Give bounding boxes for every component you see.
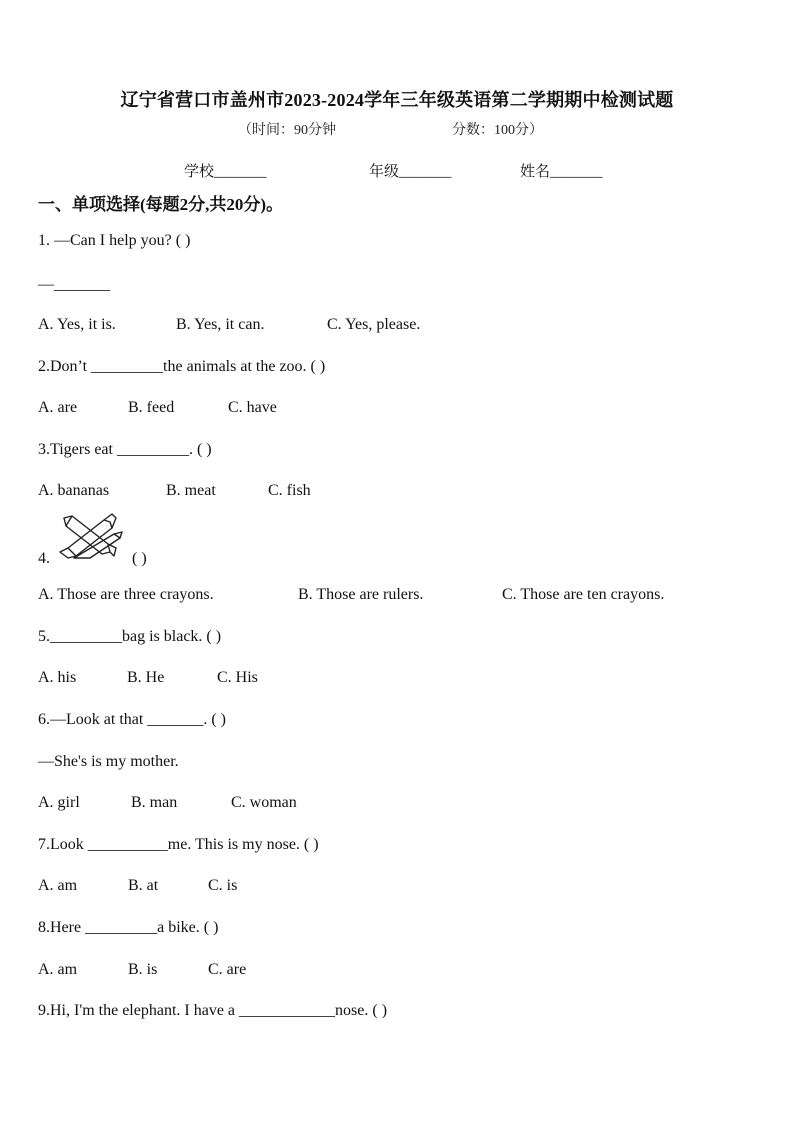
crayons-picture bbox=[54, 512, 124, 562]
q4-option-b[interactable]: B. Those are rulers. bbox=[298, 586, 424, 603]
q8-option-b[interactable]: B. is bbox=[128, 961, 158, 978]
exam-time: （时间：90分钟 bbox=[238, 123, 336, 138]
question-4-number: 4. bbox=[38, 550, 50, 567]
q5-option-a[interactable]: A. his bbox=[38, 669, 77, 686]
q4-option-a[interactable]: A. Those are three crayons. bbox=[38, 586, 214, 603]
q7-option-b[interactable]: B. at bbox=[128, 877, 159, 894]
q3-option-c[interactable]: C. fish bbox=[268, 482, 311, 499]
question-2: 2.Don’t _________the animals at the zoo. ( ) bbox=[38, 358, 326, 375]
q2-option-b[interactable]: B. feed bbox=[128, 399, 175, 416]
section-title: 一、单项选择(每题2分,共20分)。 bbox=[38, 195, 284, 214]
q6-option-b[interactable]: B. man bbox=[131, 794, 178, 811]
q7-option-c[interactable]: C. is bbox=[208, 877, 238, 894]
exam-score: 分数：100分） bbox=[452, 123, 543, 138]
q2-option-c[interactable]: C. have bbox=[228, 399, 277, 416]
question-1-answer-blank[interactable]: —_______ bbox=[38, 276, 110, 293]
name-field[interactable]: 姓名_______ bbox=[520, 164, 603, 180]
q7-option-a[interactable]: A. am bbox=[38, 877, 78, 894]
q5-option-b[interactable]: B. He bbox=[127, 669, 165, 686]
question-7: 7.Look __________me. This is my nose. ( ) bbox=[38, 836, 319, 853]
q5-option-c[interactable]: C. His bbox=[217, 669, 258, 686]
question-3: 3.Tigers eat _________. ( ) bbox=[38, 441, 212, 458]
q8-option-c[interactable]: C. are bbox=[208, 961, 247, 978]
school-field[interactable]: 学校_______ bbox=[184, 164, 267, 180]
q3-option-b[interactable]: B. meat bbox=[166, 482, 216, 499]
page-title: 辽宁省营口市盖州市2023-2024学年三年级英语第二学期期中检测试题 bbox=[120, 90, 674, 110]
q1-option-a[interactable]: A. Yes, it is. bbox=[38, 316, 116, 333]
question-1: 1. —Can I help you? ( ) bbox=[38, 232, 191, 249]
q6-option-c[interactable]: C. woman bbox=[231, 794, 297, 811]
grade-field[interactable]: 年级_______ bbox=[369, 164, 452, 180]
question-6: 6.—Look at that _______. ( ) bbox=[38, 711, 226, 728]
question-9: 9.Hi, I'm the elephant. I have a ____________nose. ( ) bbox=[38, 1002, 388, 1019]
q1-option-b[interactable]: B. Yes, it can. bbox=[176, 316, 265, 333]
q4-option-c[interactable]: C. Those are ten crayons. bbox=[502, 586, 665, 603]
q8-option-a[interactable]: A. am bbox=[38, 961, 78, 978]
q6-option-a[interactable]: A. girl bbox=[38, 794, 80, 811]
question-8: 8.Here _________a bike. ( ) bbox=[38, 919, 219, 936]
question-6-reply: —She's is my mother. bbox=[38, 753, 179, 770]
q2-option-a[interactable]: A. are bbox=[38, 399, 78, 416]
question-4-bracket[interactable]: ( ) bbox=[132, 550, 147, 567]
q3-option-a[interactable]: A. bananas bbox=[38, 482, 110, 499]
question-5: 5._________bag is black. ( ) bbox=[38, 628, 222, 645]
q1-option-c[interactable]: C. Yes, please. bbox=[327, 316, 421, 333]
